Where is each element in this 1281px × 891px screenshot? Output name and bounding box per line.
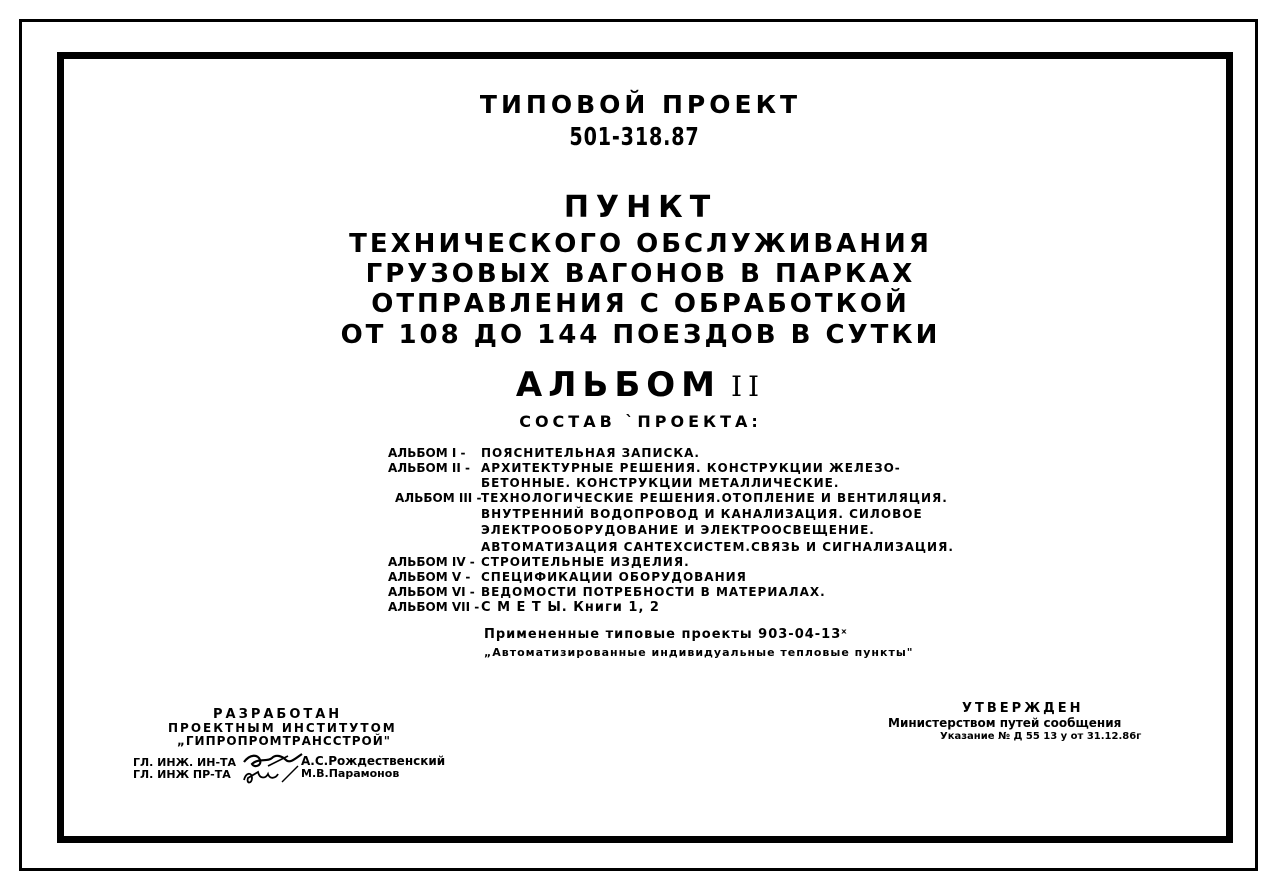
album-text-4: СТРОИТЕЛЬНЫЕ ИЗДЕЛИЯ.	[481, 555, 690, 569]
album-label-4: АЛЬБОМ IV -	[388, 555, 475, 569]
album-heading	[0, 365, 1281, 405]
album-text-7: С М Е Т Ы. Книги 1, 2	[481, 600, 660, 615]
album-text-3b: ВНУТРЕННИЙ ВОДОПРОВОД И КАНАЛИЗАЦИЯ. СИЛОВОЕ	[481, 507, 923, 521]
album-label-7: АЛЬБОМ VII -	[388, 600, 480, 614]
institute-line: ПРОЕКТНЫМ ИНСТИТУТОМ	[168, 721, 397, 735]
signer-name-1: А.С.Рождественский	[301, 754, 446, 768]
applied-projects-line: Примененные типовые проекты 903-04-13ˣ	[484, 627, 848, 642]
album-text-3d: АВТОМАТИЗАЦИЯ САНТЕХСИСТЕМ.СВЯЗЬ И СИГНАЛИЗАЦИЯ.	[481, 540, 954, 554]
approving-authority: Министерством путей сообщения	[888, 716, 1122, 730]
album-text-1: ПОЯСНИТЕЛЬНАЯ ЗАПИСКА.	[481, 446, 700, 460]
role-chief-engineer-project: ГЛ. ИНЖ ПР-ТА	[133, 768, 231, 781]
album-text-6: ВЕДОМОСТИ ПОТРЕБНОСТИ В МАТЕРИАЛАХ.	[481, 585, 826, 599]
album-label-1: АЛЬБОМ I -	[388, 446, 466, 460]
signatures-image	[238, 752, 306, 786]
title-line-3: ОТПРАВЛЕНИЯ С ОБРАБОТКОЙ	[371, 289, 910, 319]
album-text-2b: БЕТОННЫЕ. КОНСТРУКЦИИ МЕТАЛЛИЧЕСКИЕ.	[481, 476, 840, 490]
project-type-heading: ТИПОВОЙ ПРОЕКТ	[479, 90, 802, 119]
project-number: 501-318.87	[569, 122, 700, 151]
album-label-5: АЛЬБОМ V -	[388, 570, 471, 584]
album-text-2: АРХИТЕКТУРНЫЕ РЕШЕНИЯ. КОНСТРУКЦИИ ЖЕЛЕЗО-	[481, 461, 901, 475]
album-number: II	[731, 370, 766, 403]
album-label-3: АЛЬБОМ III -	[395, 491, 482, 505]
title-line-1: ТЕХНИЧЕСКОГО ОБСЛУЖИВАНИЯ	[349, 229, 932, 259]
role-chief-engineer-institute: ГЛ. ИНЖ. ИН-ТА	[133, 756, 237, 769]
developed-by-heading: РАЗРАБОТАН	[213, 707, 343, 722]
applied-projects-title: „Автоматизированные индивидуальные тепловые пункты"	[484, 646, 914, 659]
institute-name: „ГИПРОПРОМТРАНССТРОЙ"	[177, 734, 391, 748]
album-text-3: ТЕХНОЛОГИЧЕСКИЕ РЕШЕНИЯ.ОТОПЛЕНИЕ И ВЕНТИЛЯЦИЯ.	[481, 491, 948, 505]
title-line-4: ОТ 108 ДО 144 ПОЕЗДОВ В СУТКИ	[340, 320, 941, 350]
approval-decree: Указание № Д 55 13 у от 31.12.86г	[940, 731, 1142, 742]
title-main: ПУНКТ	[563, 190, 718, 225]
title-line-2: ГРУЗОВЫХ ВАГОНОВ В ПАРКАХ	[365, 259, 916, 289]
signer-name-2: М.В.Парамонов	[301, 767, 400, 780]
album-label-2: АЛЬБОМ II -	[388, 461, 470, 475]
album-label: АЛЬБОМ	[515, 365, 721, 405]
album-label-6: АЛЬБОМ VI -	[388, 585, 475, 599]
approved-heading: УТВЕРЖДЕН	[962, 701, 1084, 716]
composition-heading: СОСТАВ `ПРОЕКТА:	[519, 412, 762, 431]
album-text-3c: ЭЛЕКТРООБОРУДОВАНИЕ И ЭЛЕКТРООСВЕЩЕНИЕ.	[481, 523, 875, 537]
album-text-5: СПЕЦИФИКАЦИИ ОБОРУДОВАНИЯ	[481, 570, 747, 584]
